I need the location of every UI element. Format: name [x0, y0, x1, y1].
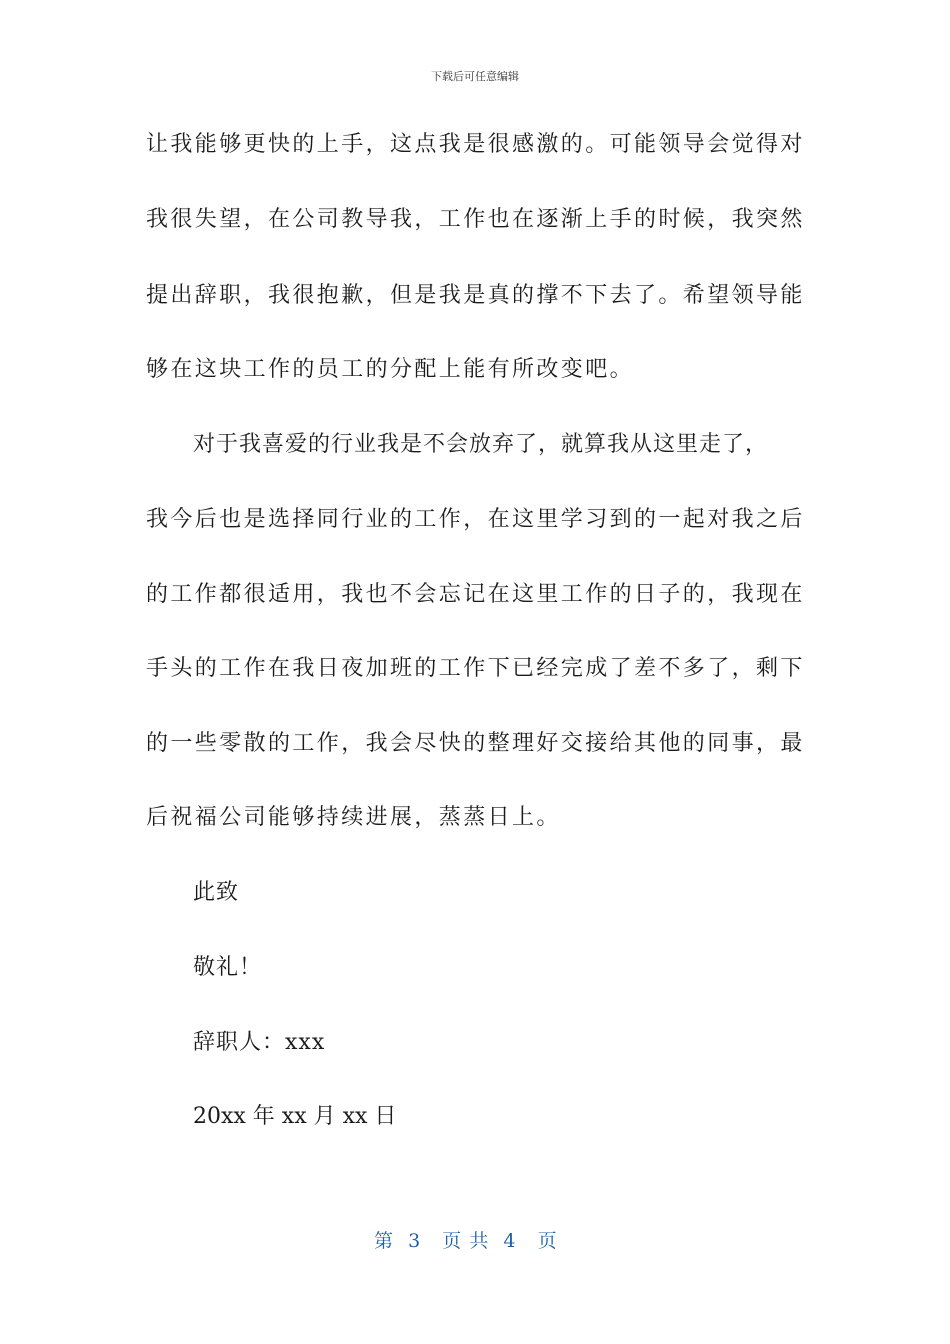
- text-line: 我今后也是选择同行业的工作，在这里学习到的一起对我之后: [146, 507, 805, 532]
- regards: 敬礼！: [193, 955, 263, 980]
- signer: 辞职人：xxx: [193, 1030, 326, 1055]
- text-line: 提出辞职，我很抱歉，但是我是真的撑不下去了。希望领导能: [146, 283, 805, 308]
- text-line: 手头的工作在我日夜加班的工作下已经完成了差不多了，剩下: [146, 656, 805, 681]
- text-line: 的一些零散的工作，我会尽快的整理好交接给其他的同事，最: [146, 731, 805, 756]
- text-line: 让我能够更快的上手，这点我是很感激的。可能领导会觉得对: [146, 132, 805, 157]
- text-line: 够在这块工作的员工的分配上能有所改变吧。: [146, 357, 635, 382]
- text-line: 的工作都很适用，我也不会忘记在这里工作的日子的，我现在: [146, 582, 805, 607]
- date: 20xx 年 xx 月 xx 日: [193, 1104, 397, 1129]
- text-line: 对于我喜爱的行业我是不会放弃了，就算我从这里走了，: [193, 432, 769, 457]
- text-line: 后祝福公司能够持续进展，蒸蒸日上。: [146, 805, 561, 830]
- salutation: 此致: [193, 880, 240, 905]
- page-number: 第 3 页 共 4 页: [374, 1230, 558, 1252]
- text-line: 我很失望，在公司教导我，工作也在逐渐上手的时候，我突然: [146, 207, 805, 232]
- page-header: 下载后可任意编辑: [431, 70, 519, 83]
